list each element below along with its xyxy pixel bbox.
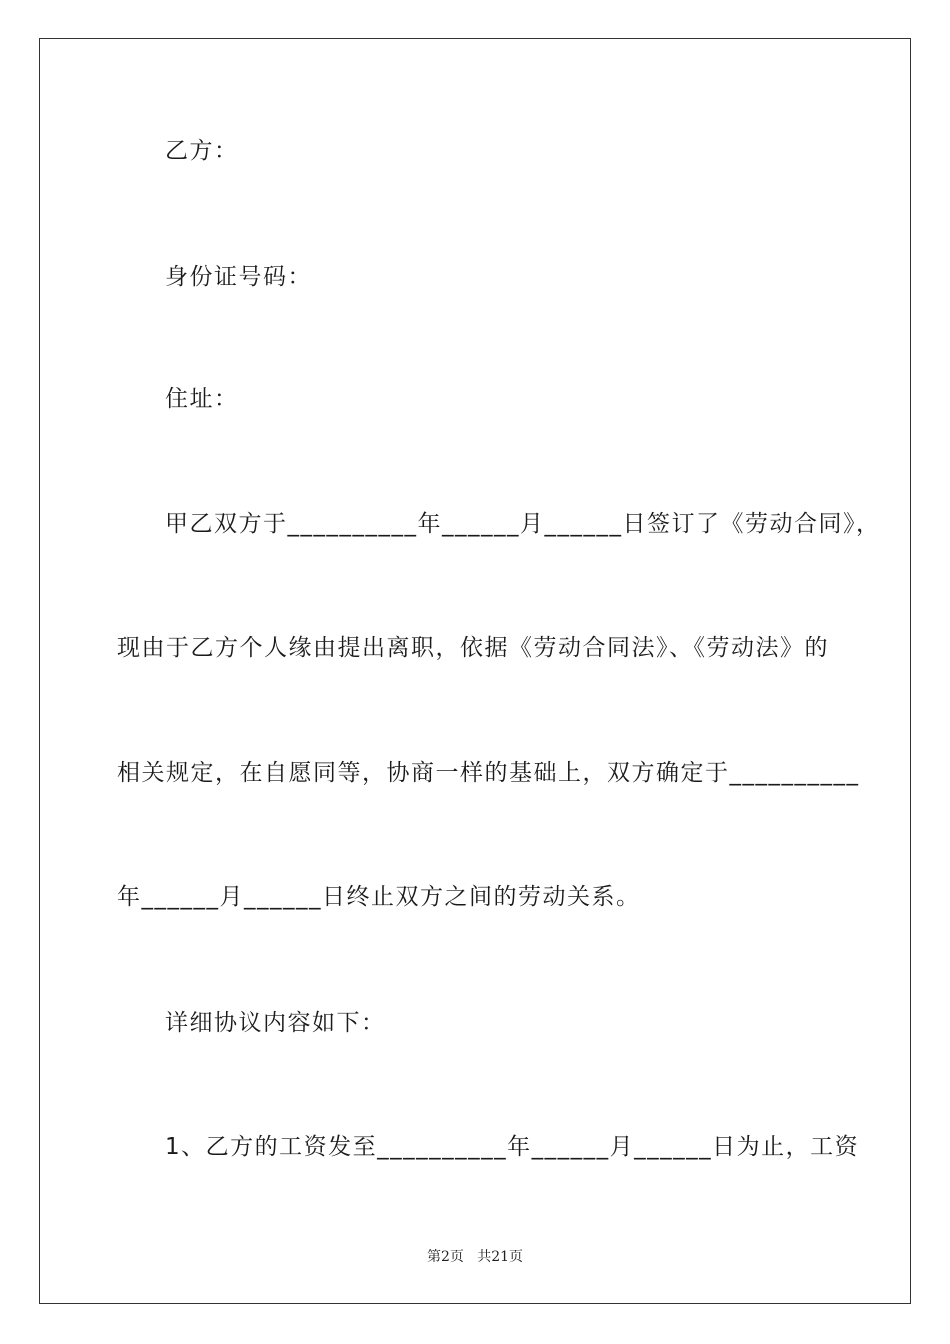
address-label: 住址： <box>165 386 239 412</box>
paragraph-line: 年______月______日终止双方之间的劳动关系。 <box>117 884 641 910</box>
details-heading: 详细协议内容如下： <box>165 1010 386 1036</box>
clause-line: 1、乙方的工资发至__________年______月______日为止，工资 <box>165 1134 860 1160</box>
party-b-label: 乙方： <box>165 138 239 164</box>
page-border <box>39 38 911 1304</box>
page-footer: 第2页 共21页 <box>426 1249 524 1265</box>
id-number-label: 身份证号码： <box>165 264 312 290</box>
paragraph-line: 相关规定，在自愿同等，协商一样的基础上，双方确定于__________ <box>117 760 860 786</box>
paragraph-line: 甲乙双方于__________年______月______日签订了《劳动合同》， <box>165 511 881 537</box>
paragraph-line: 现由于乙方个人缘由提出离职，依据《劳动合同法》、《劳动法》的 <box>117 635 829 661</box>
